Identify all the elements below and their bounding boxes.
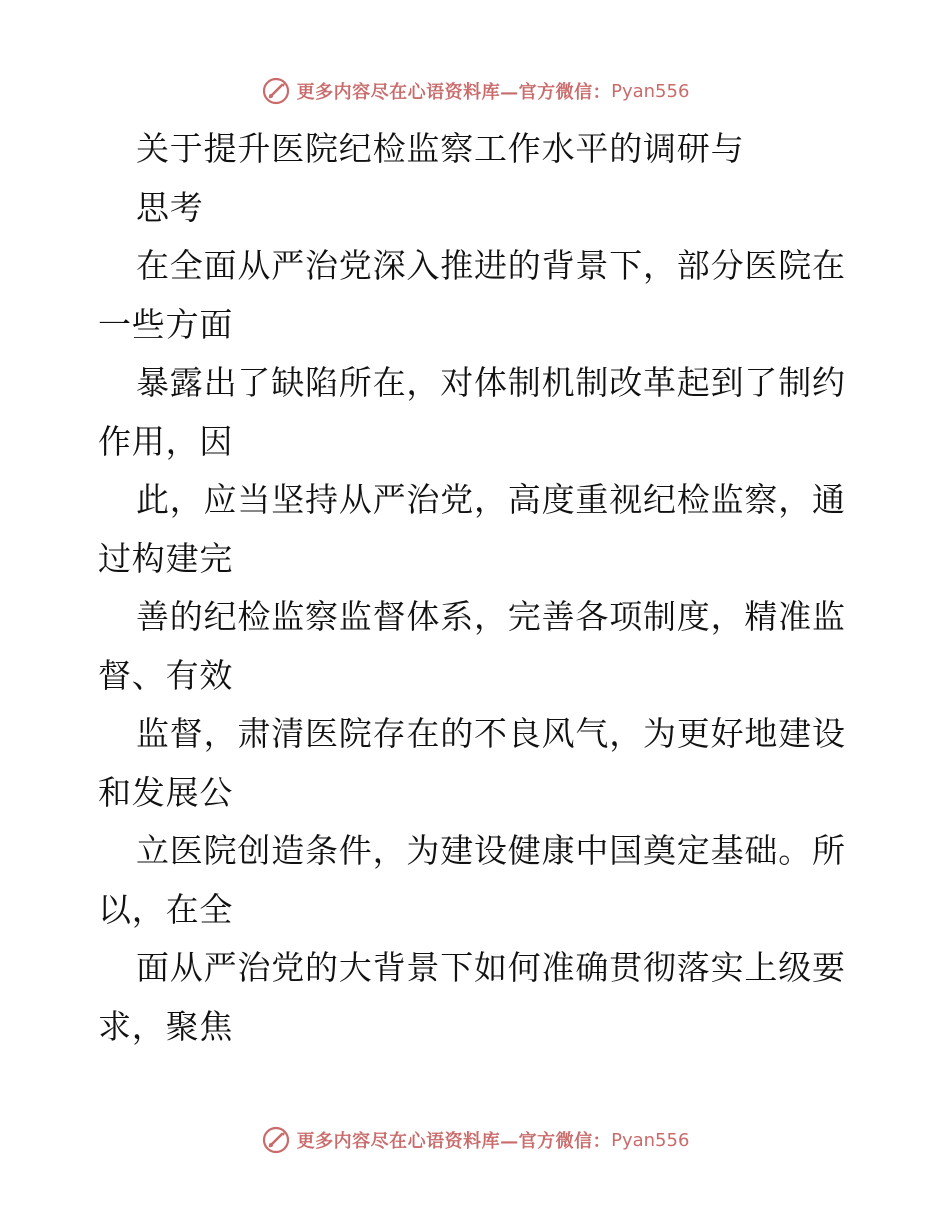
- banner-wechat-id: Pyan556: [611, 1129, 690, 1151]
- footer-watermark-banner: [0, 1120, 950, 1160]
- text-line: 作用，因: [98, 421, 234, 461]
- header-watermark-banner: [0, 71, 950, 111]
- text-line: 善的纪检监察监督体系，完善各项制度，精准监: [136, 597, 846, 636]
- text-line: 过构建完: [98, 538, 234, 578]
- text-line: 监督，肃清医院存在的不良风气，为更好地建设: [136, 714, 846, 753]
- text-line: 关于提升医院纪检监察工作水平的调研与: [136, 129, 745, 168]
- text-line: 督、有效: [98, 655, 234, 695]
- quill-pen-logo-icon: [261, 76, 291, 106]
- text-line: 以，在全: [98, 889, 234, 929]
- banner-text: 更多内容尽在心语资料库—官方微信：: [296, 82, 612, 103]
- banner-text: 更多内容尽在心语资料库—官方微信：: [296, 1131, 612, 1152]
- text-line: 和发展公: [98, 772, 234, 812]
- document-body: [98, 120, 858, 1056]
- text-line: 在全面从严治党深入推进的背景下，部分医院在: [136, 246, 846, 285]
- text-line: 求，聚焦: [98, 1006, 234, 1046]
- quill-pen-logo-icon: [261, 1125, 291, 1155]
- banner-wechat-id: Pyan556: [611, 80, 690, 102]
- text-line: 暴露出了缺陷所在，对体制机制改革起到了制约: [136, 363, 846, 402]
- text-line: 此，应当坚持从严治党，高度重视纪检监察，通: [136, 480, 846, 519]
- text-line: 立医院创造条件，为建设健康中国奠定基础。所: [136, 831, 846, 870]
- text-line: 思考: [136, 187, 204, 227]
- text-line: 面从严治党的大背景下如何准确贯彻落实上级要: [136, 948, 846, 987]
- text-line: 一些方面: [98, 304, 234, 344]
